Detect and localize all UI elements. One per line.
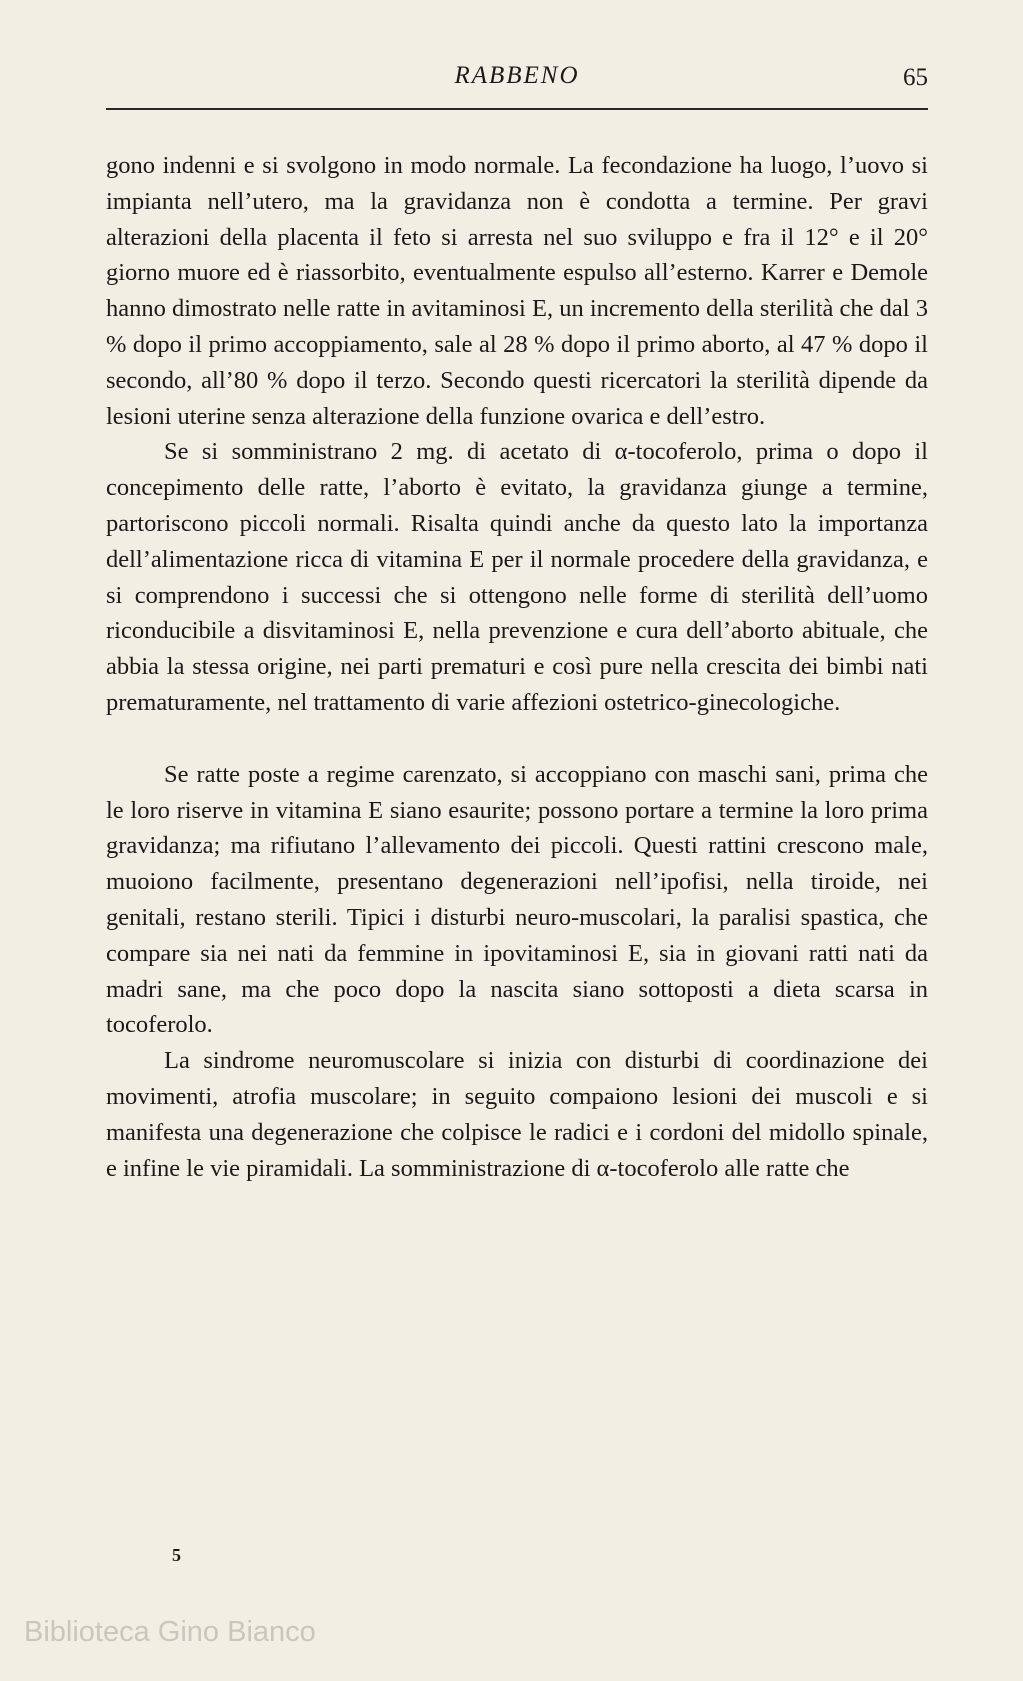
paragraph-4: La sindrome neuromuscolare si inizia con disturbi di coordinazione dei movimenti, atrofia muscolare; in seguito compaiono lesioni dei muscoli e si manifesta una degenerazione che colpisce le radici e i cordoni del midollo spinale, e infine le vie piramidali. La somministrazione di α-tocoferolo alle ratte che [106, 1047, 928, 1182]
page-number: 65 [903, 64, 928, 91]
section-gap [106, 721, 928, 757]
paragraph-1: gono indenni e si svolgono in modo normale. La fecondazione ha luogo, l’uovo si impianta nell’utero, ma la gravidanza non è condotta a termine. Per gravi alterazioni della placenta il feto si arresta nel suo sviluppo e fra il 12° e il 20° giorno muore ed è riassorbito, eventualmente espulso all’esterno. Karrer e Demole hanno dimostrato nelle ratte in avitaminosi E, un incremento della sterilità che dal 3 % dopo il primo accoppiamento, sale al 28 % dopo il primo aborto, al 47 % dopo il secondo, all’80 % dopo il terzo. Secondo questi ricercatori la sterilità dipende da lesioni uterine senza alterazione della funzione ovarica e dell’estro. [106, 152, 928, 430]
signature-mark: 5 [172, 1545, 181, 1565]
header-rule [106, 108, 928, 110]
paragraph-3: Se ratte poste a regime carenzato, si accoppiano con maschi sani, prima che le loro riserve in vitamina E siano esaurite; possono portare a termine la loro prima gravidanza; ma rifiutano l’allevamento dei piccoli. Questi rattini crescono male, muoiono facilmente, presentano degenerazioni nell’ipofisi, nella tiroide, nei genitali, restano sterili. Tipici i disturbi neuro-muscolari, la paralisi spastica, che compare sia nei nati da femmine in ipovitaminosi E, sia in giovani ratti nati da madri sane, ma che poco dopo la nascita siano sottoposti a dieta scarsa in tocoferolo. [106, 760, 928, 1039]
running-title: RABBENO [454, 62, 580, 89]
paragraph-2: Se si somministrano 2 mg. di acetato di α-tocoferolo, prima o dopo il concepimento delle ratte, l’aborto è evitato, la gravidanza giunge a termine, partoriscono piccoli normali. Risalta quindi anche da questo lato la importanza dell’alimentazione ricca di vitamina E per il normale procedere della gravidanza, e si comprendono i successi che si ottengono nelle forme di sterilità dell’uomo riconducibile a disvitaminosi E, nella prevenzione e cura dell’aborto abituale, che abbia la stessa origine, nei parti prematuri e così pure nella crescita dei bimbi nati prematuramente, nel trattamento di varie affezioni ostetrico-ginecologiche. [106, 438, 928, 716]
body-text [106, 148, 928, 1186]
page-header [106, 60, 928, 96]
watermark: Biblioteca Gino Bianco [24, 1616, 316, 1648]
